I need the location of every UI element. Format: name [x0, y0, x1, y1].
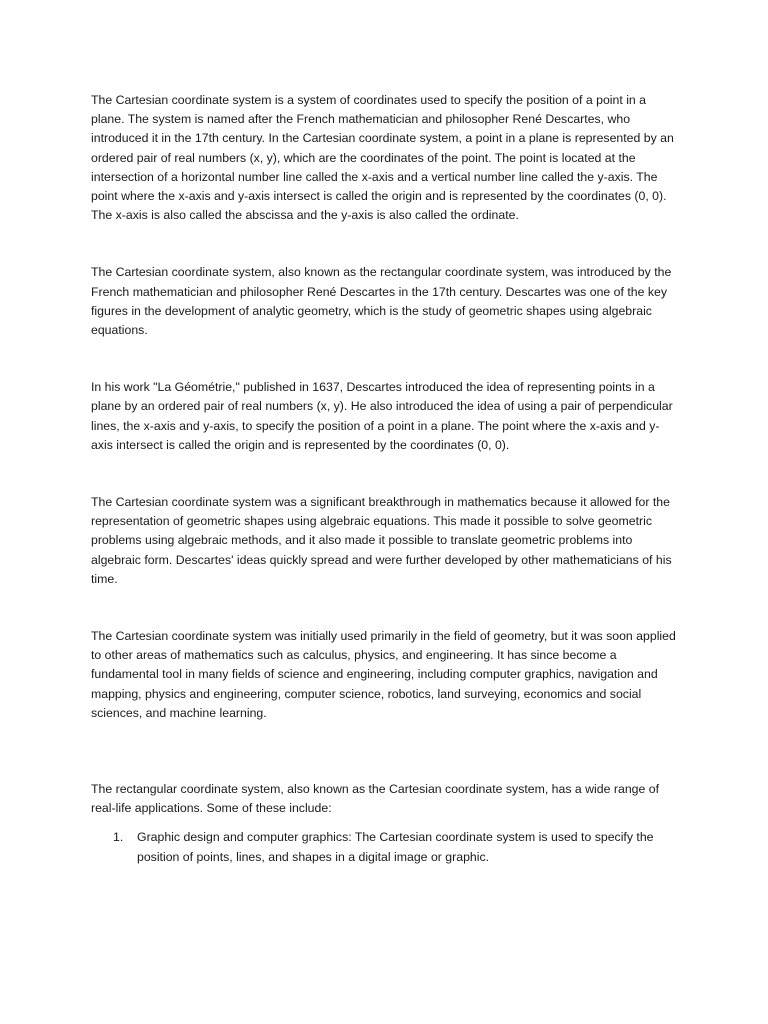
document-body [91, 91, 681, 867]
paragraph-4: The Cartesian coordinate system was a significant breakthrough in mathematics because it allowed for the representation of geometric shapes using algebraic equations. This made it possible to solve geometric problems using algebraic methods, and it also made it possible to translate geometric problems into algebraic form. Descartes' ideas quickly spread and were further developed by other mathematicians of his time. [91, 495, 672, 586]
paragraph-3: In his work "La Géométrie," published in 1637, Descartes introduced the idea of representing points in a plane by an ordered pair of real numbers (x, y). He also introduced the idea of using a pair of perpendicular lines, the x-axis and y-axis, to specify the position of a point in a plane. The point where the x-axis and y-axis intersect is called the origin and is represented by the coordinates (0, 0). [91, 380, 673, 452]
paragraph-1: The Cartesian coordinate system is a system of coordinates used to specify the position of a point in a plane. The system is named after the French mathematician and philosopher René Descartes, who introduced it in the 17th century. In the Cartesian coordinate system, a point in a plane is represented by an ordered pair of real numbers (x, y), which are the coordinates of the point. The point is located at the intersection of a horizontal number line called the x-axis and a vertical number line called the y-axis. The point where the x-axis and y-axis intersect is called the origin and is represented by the coordinates (0, 0). The x-axis is also called the abscissa and the y-axis is also called the ordinate. [91, 93, 674, 223]
list-item [91, 828, 681, 866]
paragraph-2: The Cartesian coordinate system, also known as the rectangular coordinate system, was introduced by the French mathematician and philosopher René Descartes in the 17th century. Descartes was one of the key figures in the development of analytic geometry, which is the study of geometric shapes using algebraic equations. [91, 265, 672, 338]
list-item-text: Graphic design and computer graphics: The Cartesian coordinate system is used to specify the position of points, lines, and shapes in a digital image or graphic. [137, 830, 654, 864]
applications-list [91, 828, 681, 866]
paragraph-6: The rectangular coordinate system, also known as the Cartesian coordinate system, has a wide range of real-life applications. Some of these include: [91, 782, 660, 816]
paragraph-5: The Cartesian coordinate system was initially used primarily in the field of geometry, but it was soon applied to other areas of mathematics such as calculus, physics, and engineering. It has since become a fundamental tool in many fields of science and engineering, including computer graphics, navigation and mapping, physics and engineering, computer science, robotics, land surveying, economics and social sciences, and machine learning. [91, 629, 676, 720]
list-item-number: 1. [113, 830, 124, 845]
